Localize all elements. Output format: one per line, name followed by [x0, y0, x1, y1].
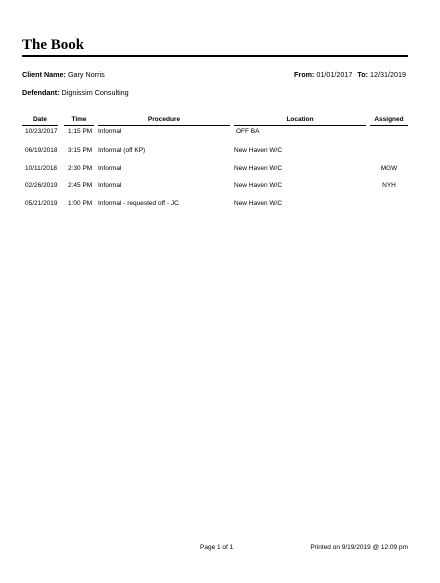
cell-assigned: NYH [382, 182, 396, 189]
to-label: To: [357, 70, 369, 79]
cell-date: 05/21/2019 [25, 200, 58, 207]
cell-time: 1:15 PM [68, 128, 93, 135]
cell-procedure: Informal [98, 182, 122, 189]
client-name [22, 70, 105, 79]
date-range [294, 70, 406, 79]
cell-time: 2:45 PM [68, 182, 93, 189]
cell-procedure: Informal [98, 165, 122, 172]
client-name-value: Gary Norris [67, 70, 105, 79]
cell-time: 2:30 PM [68, 165, 93, 172]
page-number: Page 1 of 1 [200, 544, 234, 551]
cell-location: New Haven W/C [234, 182, 283, 189]
cell-procedure: Informal (off KP) [98, 147, 146, 154]
column-header-location: Location [234, 116, 366, 126]
client-name-label: Client Name: [22, 70, 66, 79]
report-title: The Book [22, 37, 85, 53]
cell-date: 06/19/2018 [25, 147, 58, 154]
column-header-assigned: Assigned [370, 116, 408, 126]
cell-time: 3:15 PM [68, 147, 93, 154]
cell-time: 1:00 PM [68, 200, 93, 207]
to-date: 12/31/2019 [370, 70, 406, 79]
cell-procedure: Informal - requested off - JC [98, 200, 179, 207]
cell-location: New Haven W/C [234, 165, 283, 172]
column-header-time: Time [64, 116, 94, 126]
defendant-label: Defendant: [22, 88, 60, 97]
cell-procedure: Informal [98, 128, 122, 135]
from-label: From: [294, 70, 315, 79]
printed-timestamp: Printed on 9/19/2019 @ 12:09 pm [310, 544, 408, 551]
cell-assigned: MGW [380, 165, 398, 172]
cell-date: 10/11/2018 [25, 165, 58, 172]
column-header-procedure: Procedure [98, 116, 230, 126]
column-header-date: Date [22, 116, 58, 126]
cell-date: 10/23/2017 [25, 128, 58, 135]
from-date: 01/01/2017 [316, 70, 353, 79]
title-rule [22, 55, 408, 57]
cell-location: OFF BA [236, 128, 260, 135]
cell-location: New Haven W/C [234, 147, 283, 154]
cell-location: New Haven W/C [234, 200, 283, 207]
defendant-value: Dignissim Consulting [61, 88, 129, 97]
defendant [22, 88, 129, 97]
cell-date: 02/26/2019 [25, 182, 58, 189]
